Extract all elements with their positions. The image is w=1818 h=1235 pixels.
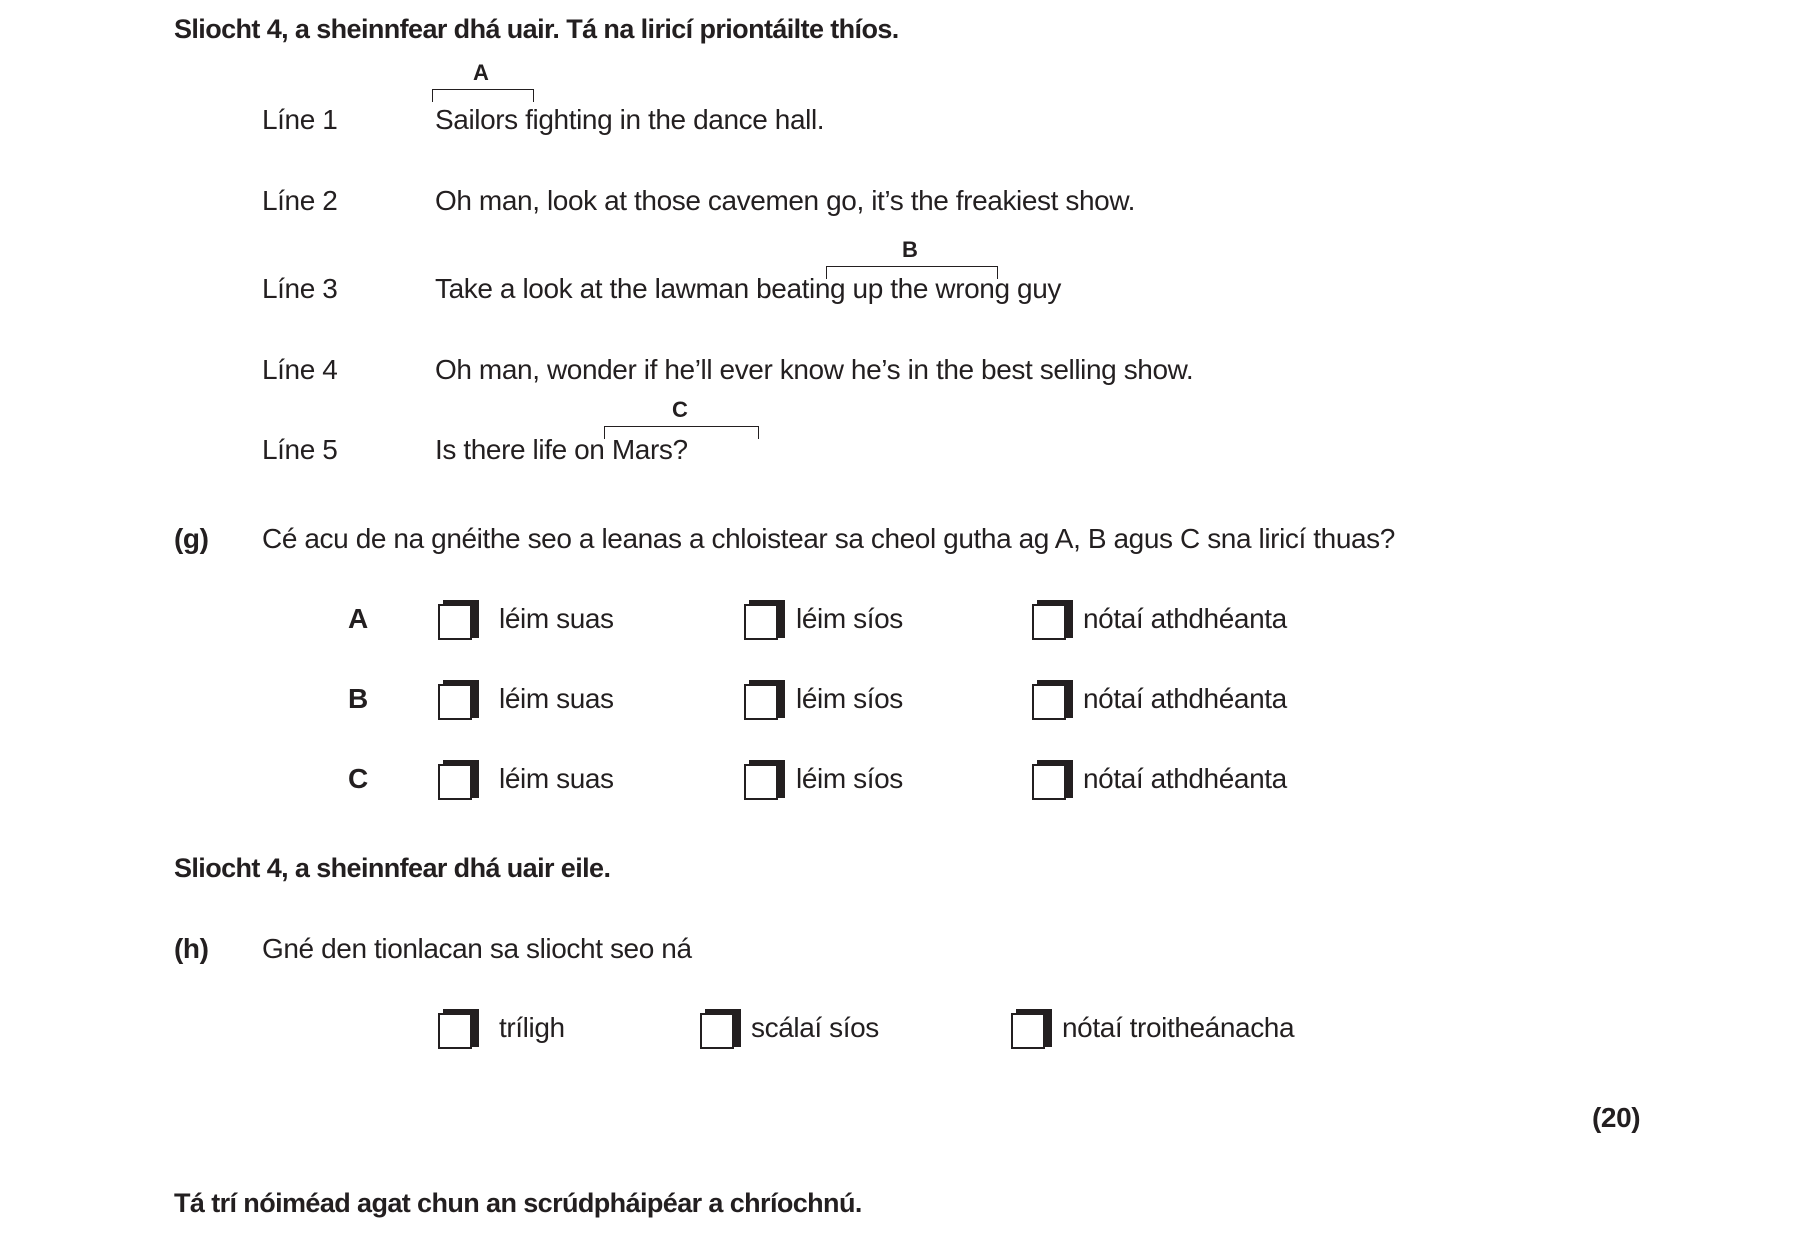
lyric-line: Is there life on Mars? (435, 434, 688, 465)
lyric-line: Oh man, look at those cavemen go, it’s the freakiest show. (435, 185, 1136, 216)
checkbox-c-leim-sios[interactable] (744, 760, 782, 800)
lyric-line: Take a look at the lawman beating up the wrong guy (435, 273, 1061, 304)
row-label: A (348, 603, 368, 634)
option-label: nótaí athdhéanta (1083, 603, 1287, 634)
second-play-instruction: Sliocht 4, a sheinnfear dhá uair eile. (174, 853, 611, 883)
passage-instruction: Sliocht 4, a sheinnfear dhá uair. Tá na liricí priontáilte thíos. (174, 14, 899, 44)
row-label: B (348, 683, 368, 714)
checkbox-c-notai-athdheanta[interactable] (1032, 760, 1070, 800)
lyric-line: Oh man, wonder if he’ll ever know he’s in the best selling show. (435, 354, 1194, 385)
marks-total: (20) (1592, 1102, 1641, 1133)
marker-b: B (902, 237, 918, 262)
option-label: léim síos (796, 603, 903, 634)
option-label: léim suas (499, 683, 614, 714)
question-g-number: (g) (174, 523, 209, 554)
question-h-number: (h) (174, 933, 209, 964)
checkbox-b-leim-sios[interactable] (744, 680, 782, 720)
bracket-a (432, 89, 534, 102)
option-label: nótaí athdhéanta (1083, 683, 1287, 714)
checkbox-h-triligh[interactable] (438, 1009, 476, 1049)
option-label: nótaí troitheánacha (1062, 1012, 1295, 1043)
option-label: léim suas (499, 763, 614, 794)
row-label: C (348, 763, 368, 794)
checkbox-b-notai-athdheanta[interactable] (1032, 680, 1070, 720)
question-h-text: Gné den tionlacan sa sliocht seo ná (262, 933, 692, 964)
question-g-text: Cé acu de na gnéithe seo a leanas a chloistear sa cheol gutha ag A, B agus C sna liricí thuas? (262, 523, 1395, 554)
line-label: Líne 4 (262, 354, 338, 385)
option-label: léim suas (499, 603, 614, 634)
marker-a: A (473, 60, 489, 85)
checkbox-a-leim-sios[interactable] (744, 600, 782, 640)
option-label: léim síos (796, 763, 903, 794)
checkbox-h-scalai-sios[interactable] (700, 1009, 738, 1049)
option-label: scálaí síos (751, 1012, 879, 1043)
line-label: Líne 2 (262, 185, 338, 216)
checkbox-h-notai-troitheanacha[interactable] (1011, 1009, 1049, 1049)
line-label: Líne 5 (262, 434, 338, 465)
option-label: tríligh (499, 1012, 565, 1043)
lyric-line: Sailors fighting in the dance hall. (435, 104, 825, 135)
checkbox-a-leim-suas[interactable] (438, 600, 476, 640)
line-label: Líne 1 (262, 104, 338, 135)
line-label: Líne 3 (262, 273, 338, 304)
checkbox-a-notai-athdheanta[interactable] (1032, 600, 1070, 640)
checkbox-b-leim-suas[interactable] (438, 680, 476, 720)
time-remaining-note: Tá trí nóiméad agat chun an scrúdpháipéar a chríochnú. (174, 1188, 862, 1218)
option-label: nótaí athdhéanta (1083, 763, 1287, 794)
marker-c: C (672, 397, 688, 422)
option-label: léim síos (796, 683, 903, 714)
checkbox-c-leim-suas[interactable] (438, 760, 476, 800)
